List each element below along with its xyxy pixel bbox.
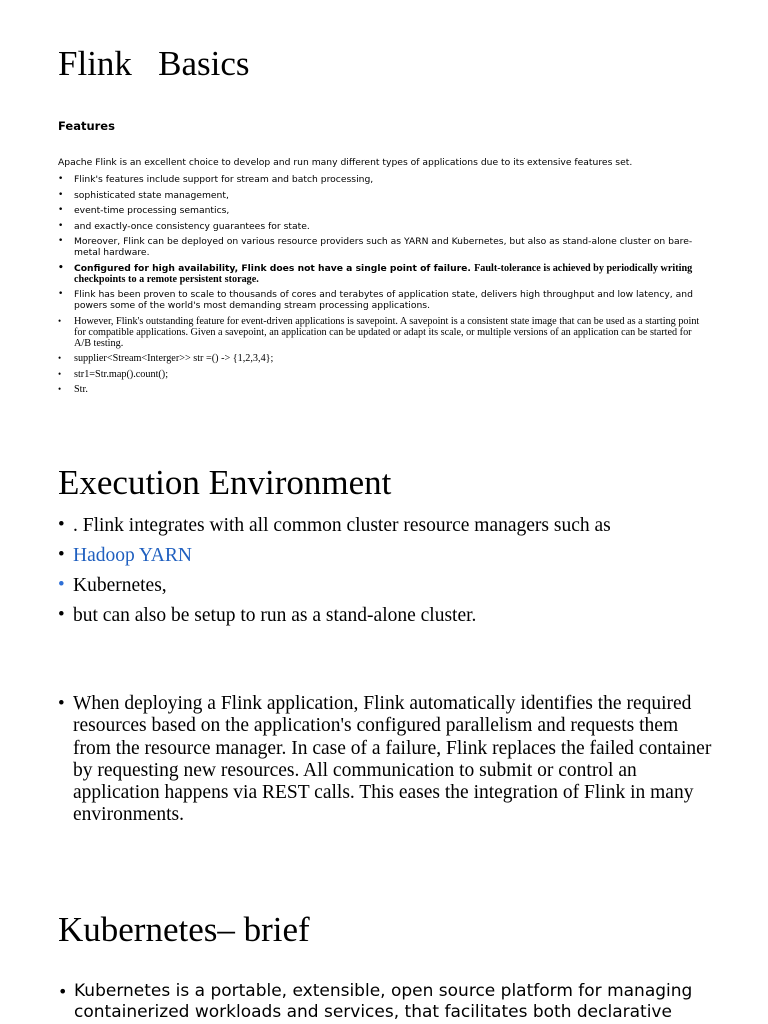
high-availability-text: Configured for high availability, Flink does not have a single point of failure. [74, 262, 475, 274]
features-list [58, 174, 708, 400]
feature-item-savepoint: • However, Flink's outstanding feature for event-driven applications is savepoint. A savepoint is a consistent state image that can be used as a starting point for compatible applications. Given a savepoint, an application can be updated or adapt its scale, or multiple versions of an application can be started for A/B testing. [58, 316, 708, 349]
features-intro: Apache Flink is an excellent choice to develop and run many different types of applications due to its extensive features set. [58, 157, 633, 168]
execution-item: • . Flink integrates with all common cluster resource managers such as [58, 514, 718, 544]
features-heading: Features [58, 119, 115, 133]
deployment-paragraph: • When deploying a Flink application, Flink automatically identifies the required resources based on the application's configured parallelism and requests them from the resource manager. In case of a failure, Flink replaces the failed container by requesting new resources. All communication to submit or control an application happens via REST calls. This eases the integration of Flink in many environments. [58, 693, 718, 827]
hadoop-yarn-link[interactable]: Hadoop YARN [73, 545, 192, 566]
feature-item: • sophisticated state management, [58, 190, 708, 201]
fault-tolerance-text: Fault-tolerance is achieved by periodically writing checkpoints to a remote persistent storage. [74, 262, 693, 285]
code-line: • str1=Str.map().count(); [58, 369, 708, 380]
code-line: • supplier<Stream<Interger>> str =() -> {1,2,3,4}; [58, 353, 708, 364]
feature-item: • event-time processing semantics, [58, 205, 708, 216]
feature-item: • and exactly-once consistency guarantees for state. [58, 221, 708, 232]
feature-item-scale: • Flink has been proven to scale to thousands of cores and terabytes of application state, delivers high throughput and low latency, and powers some of the world's most demanding stream processing applications. [58, 289, 708, 311]
execution-item: • but can also be setup to run as a stand-alone cluster. [58, 604, 718, 634]
section-title-kubernetes-brief: Kubernetes– brief [58, 910, 310, 949]
page-title-flink-basics: Flink Basics [58, 44, 250, 83]
feature-item: • Moreover, Flink can be deployed on various resource providers such as YARN and Kubernetes, but also as stand-alone cluster on bare-metal hardware. [58, 236, 708, 258]
deployment-paragraph-list [58, 693, 718, 827]
execution-item: • Kubernetes, [58, 574, 718, 604]
kubernetes-item: • Kubernetes is a portable, extensible, open source platform for managing containerized workloads and services, that facilitates both declarative [58, 981, 718, 1023]
code-line: • Str. [58, 384, 708, 395]
kubernetes-list [58, 981, 718, 1023]
execution-item-hadoop-yarn [58, 544, 718, 574]
execution-environment-list [58, 514, 718, 634]
section-title-execution-environment: Execution Environment [58, 463, 392, 502]
feature-item-high-availability [58, 263, 708, 285]
feature-item: • Flink's features include support for stream and batch processing, [58, 174, 708, 185]
